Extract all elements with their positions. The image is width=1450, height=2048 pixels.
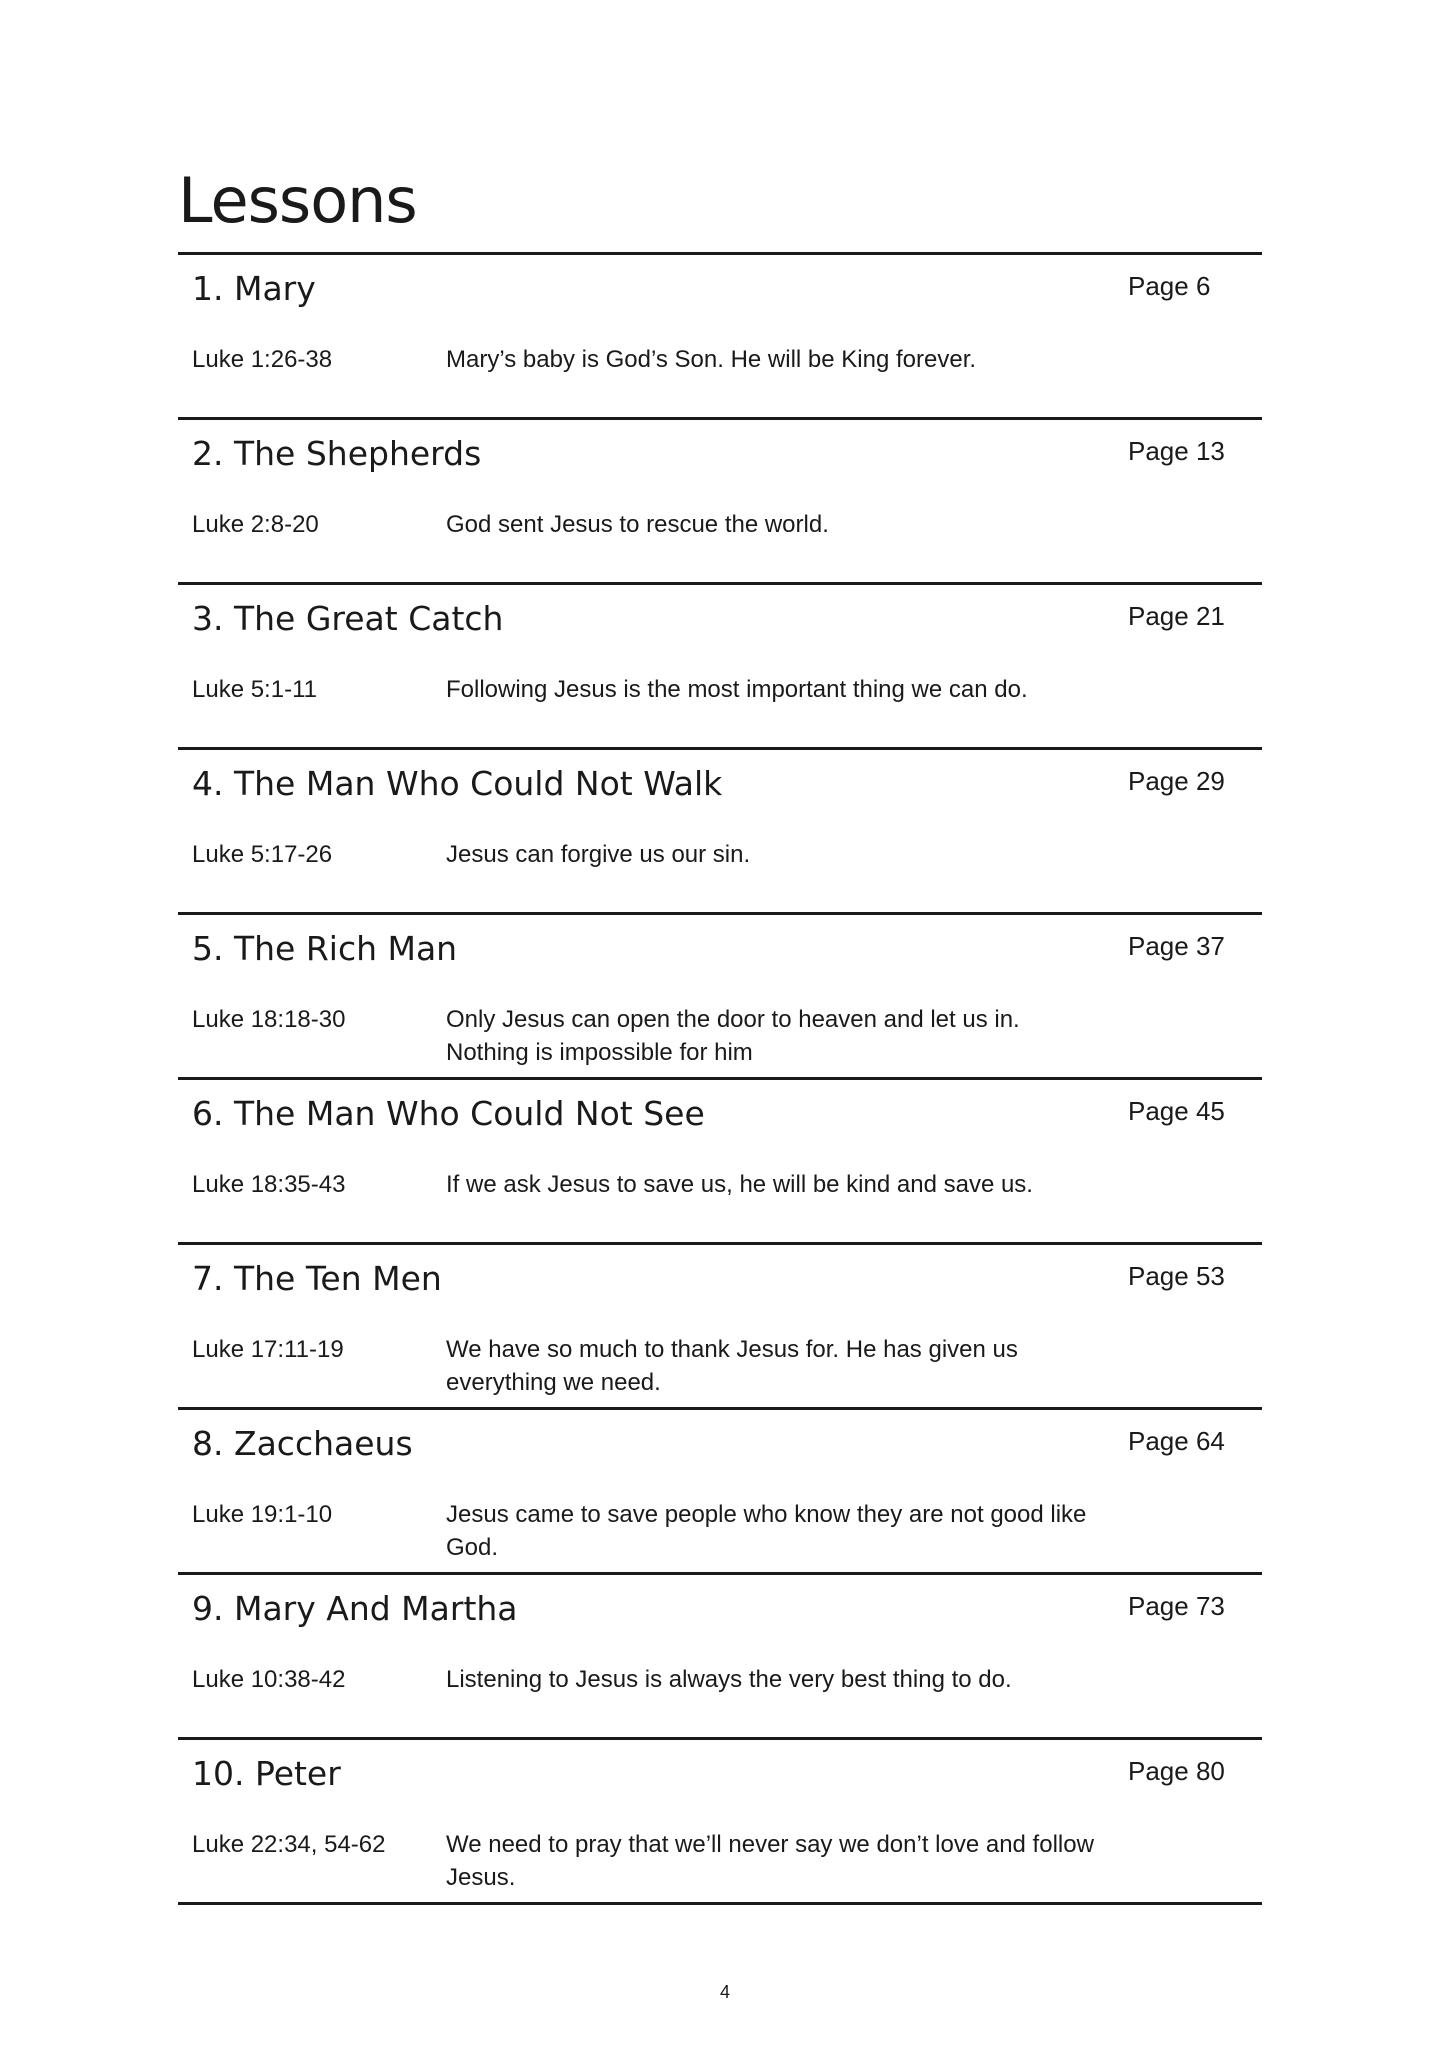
- lesson-page: Page 45: [1128, 1096, 1225, 1126]
- lesson-page: Page 37: [1128, 931, 1225, 961]
- lesson-title: 8. Zacchaeus: [192, 1424, 413, 1463]
- lesson-title: 7. The Ten Men: [192, 1259, 442, 1298]
- lesson-summary: We have so much to thank Jesus for. He has given us everything we need.: [446, 1336, 1018, 1396]
- lesson-title: 4. The Man Who Could Not Walk: [192, 764, 723, 803]
- lesson-summary: We need to pray that we’ll never say we don’t love and follow Jesus.: [446, 1831, 1094, 1891]
- lesson-reference: Luke 1:26-38: [192, 346, 333, 373]
- lesson-reference: Luke 5:17-26: [192, 841, 333, 868]
- lesson-summary: Jesus can forgive us our sin.: [446, 841, 751, 868]
- lesson-page: Page 64: [1128, 1426, 1225, 1456]
- lesson-summary: Following Jesus is the most important thing we can do.: [446, 676, 1028, 703]
- lesson-reference: Luke 19:1-10: [192, 1501, 333, 1528]
- lesson-page: Page 80: [1128, 1756, 1225, 1786]
- lesson-summary: Mary’s baby is God’s Son. He will be King forever.: [446, 346, 977, 373]
- lesson-item: [178, 420, 1262, 582]
- lesson-title: 6. The Man Who Could Not See: [192, 1094, 705, 1133]
- lesson-page: Page 6: [1128, 271, 1211, 301]
- lesson-reference: Luke 22:34, 54-62: [192, 1831, 386, 1858]
- lesson-item: [178, 1245, 1262, 1407]
- lesson-item: [178, 1410, 1262, 1572]
- lesson-summary: If we ask Jesus to save us, he will be kind and save us.: [446, 1171, 1033, 1198]
- lesson-page: Page 53: [1128, 1261, 1225, 1291]
- lesson-summary: God sent Jesus to rescue the world.: [446, 511, 829, 538]
- lesson-title: 3. The Great Catch: [192, 599, 504, 638]
- lesson-reference: Luke 18:35-43: [192, 1171, 346, 1198]
- lesson-reference: Luke 18:18-30: [192, 1006, 346, 1033]
- lesson-reference: Luke 10:38-42: [192, 1666, 346, 1693]
- lesson-item: [178, 255, 1262, 417]
- lesson-item: [178, 1740, 1262, 1902]
- divider: [178, 1902, 1262, 1905]
- lesson-reference: Luke 17:11-19: [192, 1336, 344, 1363]
- page-title: Lessons: [178, 164, 417, 237]
- lesson-item: [178, 1080, 1262, 1242]
- lesson-item: [178, 750, 1262, 912]
- lesson-page: Page 29: [1128, 766, 1225, 796]
- lesson-item: [178, 915, 1262, 1077]
- lesson-item: [178, 585, 1262, 747]
- lesson-title: 2. The Shepherds: [192, 434, 482, 473]
- lesson-title: 9. Mary And Martha: [192, 1589, 518, 1628]
- lesson-title: 1. Mary: [192, 269, 316, 308]
- lesson-page: Page 13: [1128, 436, 1225, 466]
- lesson-reference: Luke 2:8-20: [192, 511, 319, 538]
- lesson-title: 5. The Rich Man: [192, 929, 458, 968]
- lesson-summary: Only Jesus can open the door to heaven and let us in. Nothing is impossible for him: [446, 1006, 1020, 1066]
- lesson-summary: Jesus came to save people who know they are not good like God.: [446, 1501, 1087, 1561]
- page-number: 4: [719, 1982, 730, 2002]
- lesson-title: 10. Peter: [192, 1754, 341, 1793]
- lesson-reference: Luke 5:1-11: [192, 676, 317, 703]
- lesson-page: Page 73: [1128, 1591, 1225, 1621]
- lesson-summary: Listening to Jesus is always the very best thing to do.: [446, 1666, 1012, 1693]
- lesson-page: Page 21: [1128, 601, 1225, 631]
- lesson-item: [178, 1575, 1262, 1737]
